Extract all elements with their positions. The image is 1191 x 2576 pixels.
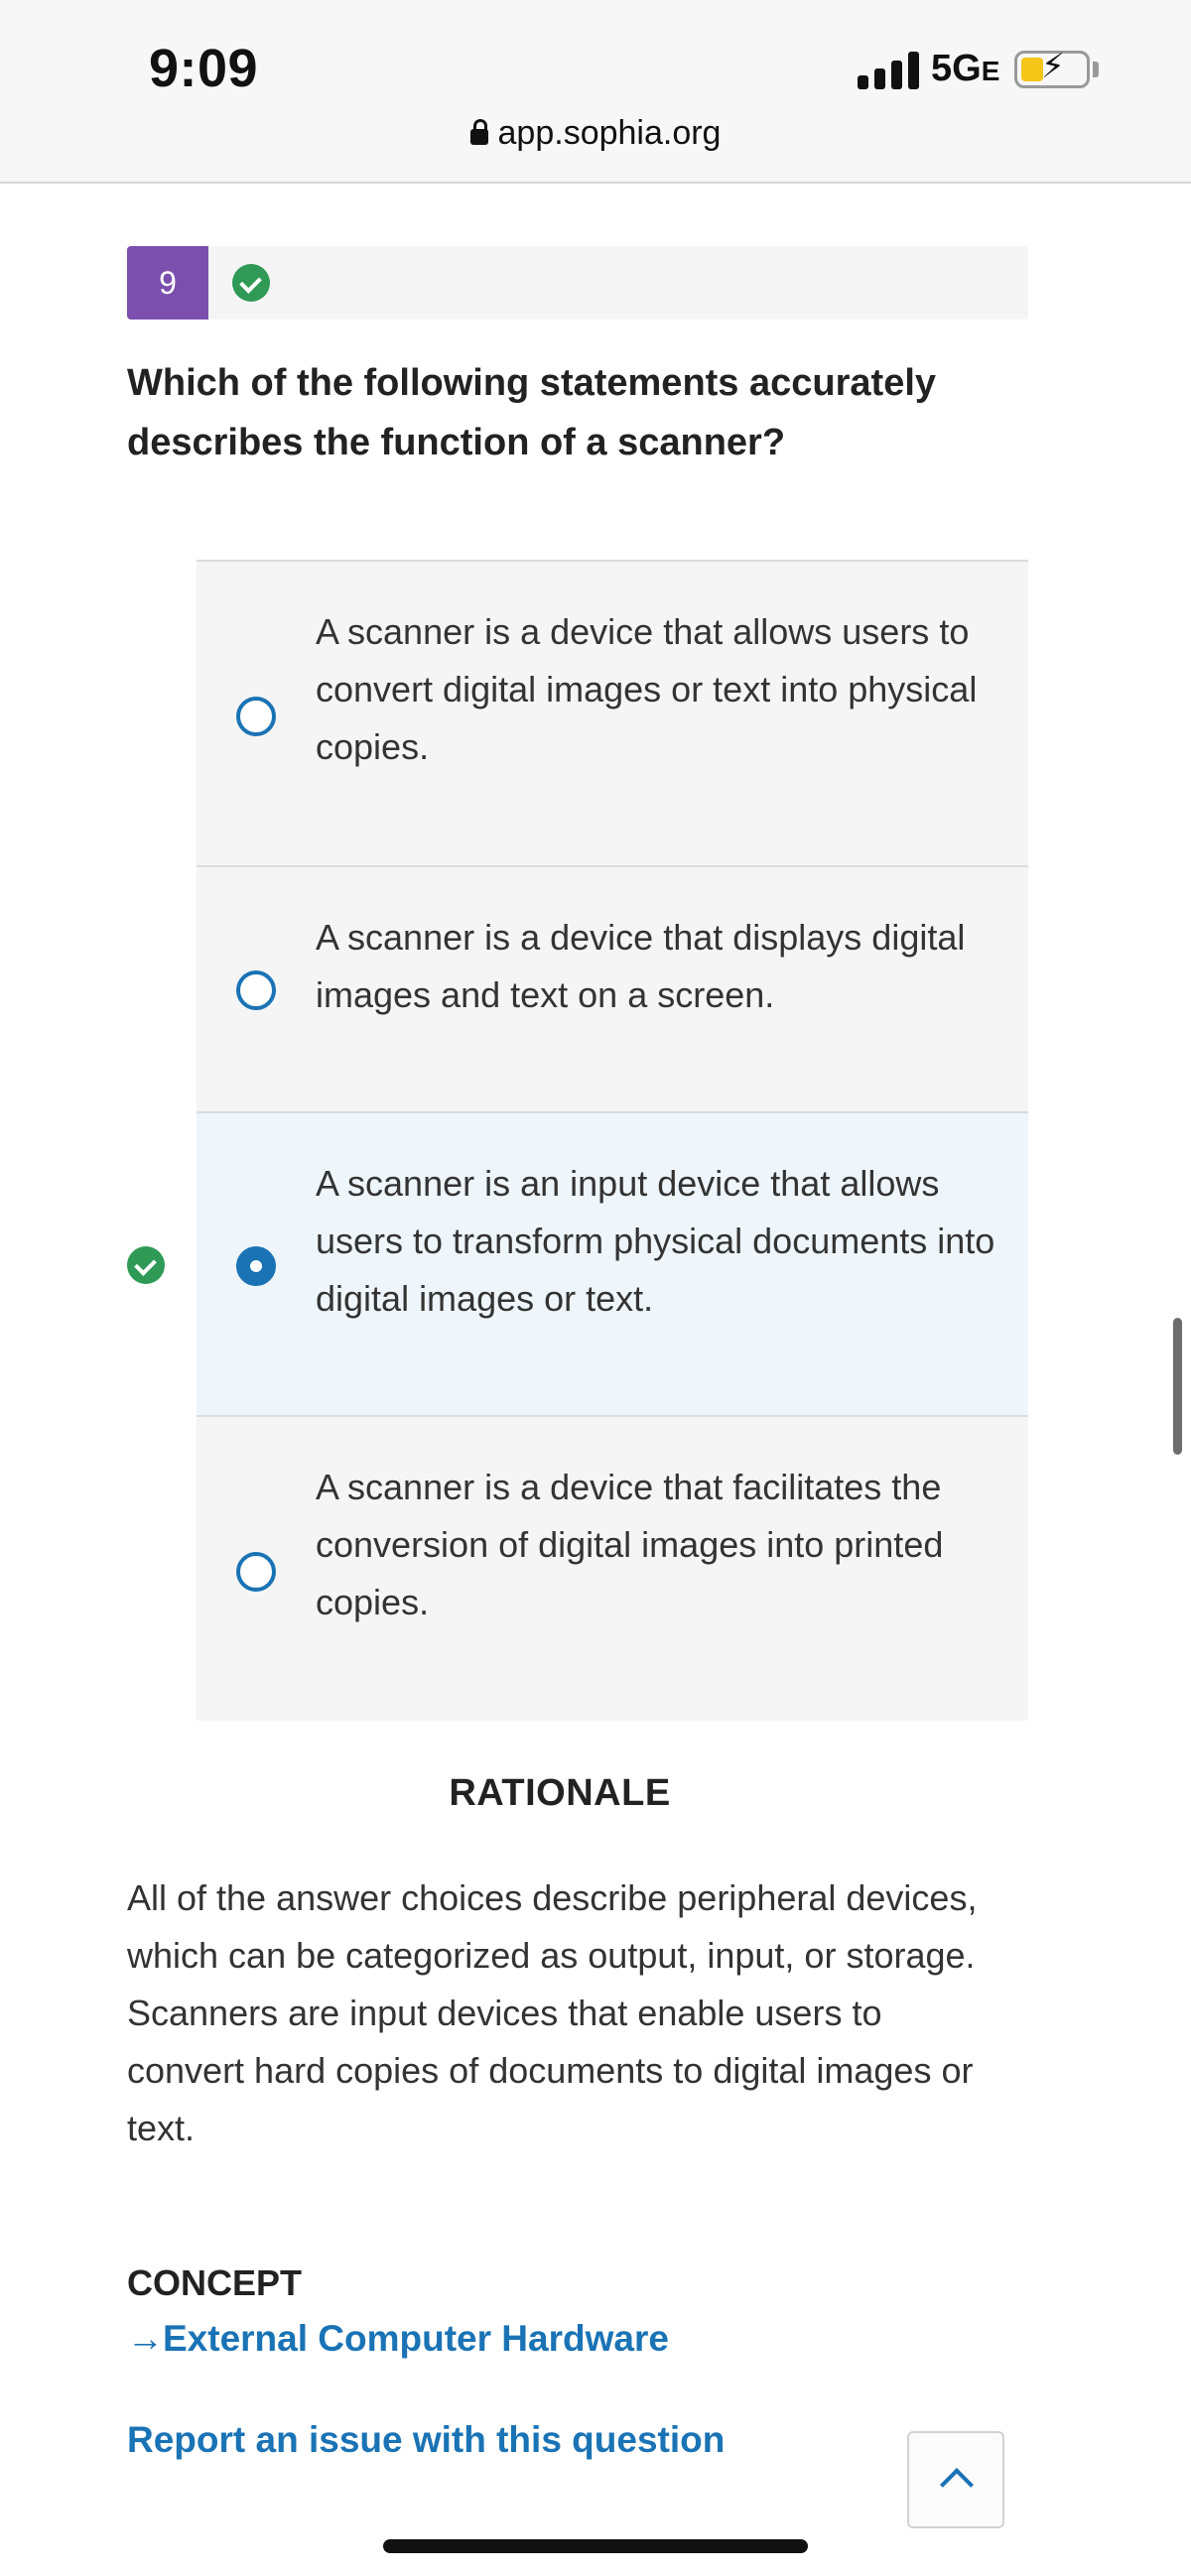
radio-button-3-selected[interactable] [236,1246,276,1286]
answer-options [197,560,1028,1721]
battery-nub [1093,62,1099,77]
answer-option-1[interactable] [197,560,1028,865]
answer-option-text: A scanner is a device that allows users to convert digital images or text into physical copies. [316,611,978,767]
radio-button-2[interactable] [236,970,276,1010]
question-header [127,246,1028,320]
rationale-heading: RATIONALE [449,1772,671,1814]
question-number-badge: 9 [127,246,208,320]
page-scrollbar[interactable] [1173,1318,1182,1455]
answer-option-text: A scanner is a device that displays digital images and text on a screen. [316,917,966,1015]
answer-option-2[interactable] [197,865,1028,1111]
home-indicator[interactable] [383,2539,808,2553]
answer-option-text: A scanner is a device that facilitates the conversion of digital images into printed copies. [316,1467,944,1622]
concept-heading: CONCEPT [127,2262,303,2303]
answer-option-4[interactable] [197,1415,1028,1721]
cellular-signal-icon [858,52,921,89]
back-to-top-button[interactable] [907,2431,1004,2528]
concept-link[interactable] [127,2318,669,2360]
status-time: 9:09 [149,39,259,98]
question-text: Which of the following statements accurately describes the function of a scanner? [127,362,937,463]
radio-button-4[interactable] [236,1552,276,1592]
chevron-up-icon [940,2468,974,2502]
url-bar[interactable] [0,114,1191,153]
network-indicator: 5GE [931,48,1000,89]
concept-link-label: External Computer Hardware [163,2318,669,2359]
report-issue-link[interactable]: Report an issue with this question [127,2419,726,2460]
battery-charging-icon: ⚡ [1014,51,1090,88]
radio-button-1[interactable] [236,697,276,736]
url-text: app.sophia.org [497,114,722,152]
check-circle-icon [232,264,270,302]
lock-icon [470,129,488,145]
arrow-right-icon: → [127,2318,164,2359]
answer-option-text: A scanner is an input device that allows users to transform physical documents into digital images or text. [316,1163,995,1319]
browser-top-bar [0,0,1191,184]
correct-check-icon [127,1246,165,1284]
answer-option-3[interactable] [197,1111,1028,1415]
rationale-text: All of the answer choices describe peripheral devices, which can be categorized as output, input, or storage. Scanners are input devices that enable users to convert hard copies of documents to digital images or text. [127,1877,978,2148]
